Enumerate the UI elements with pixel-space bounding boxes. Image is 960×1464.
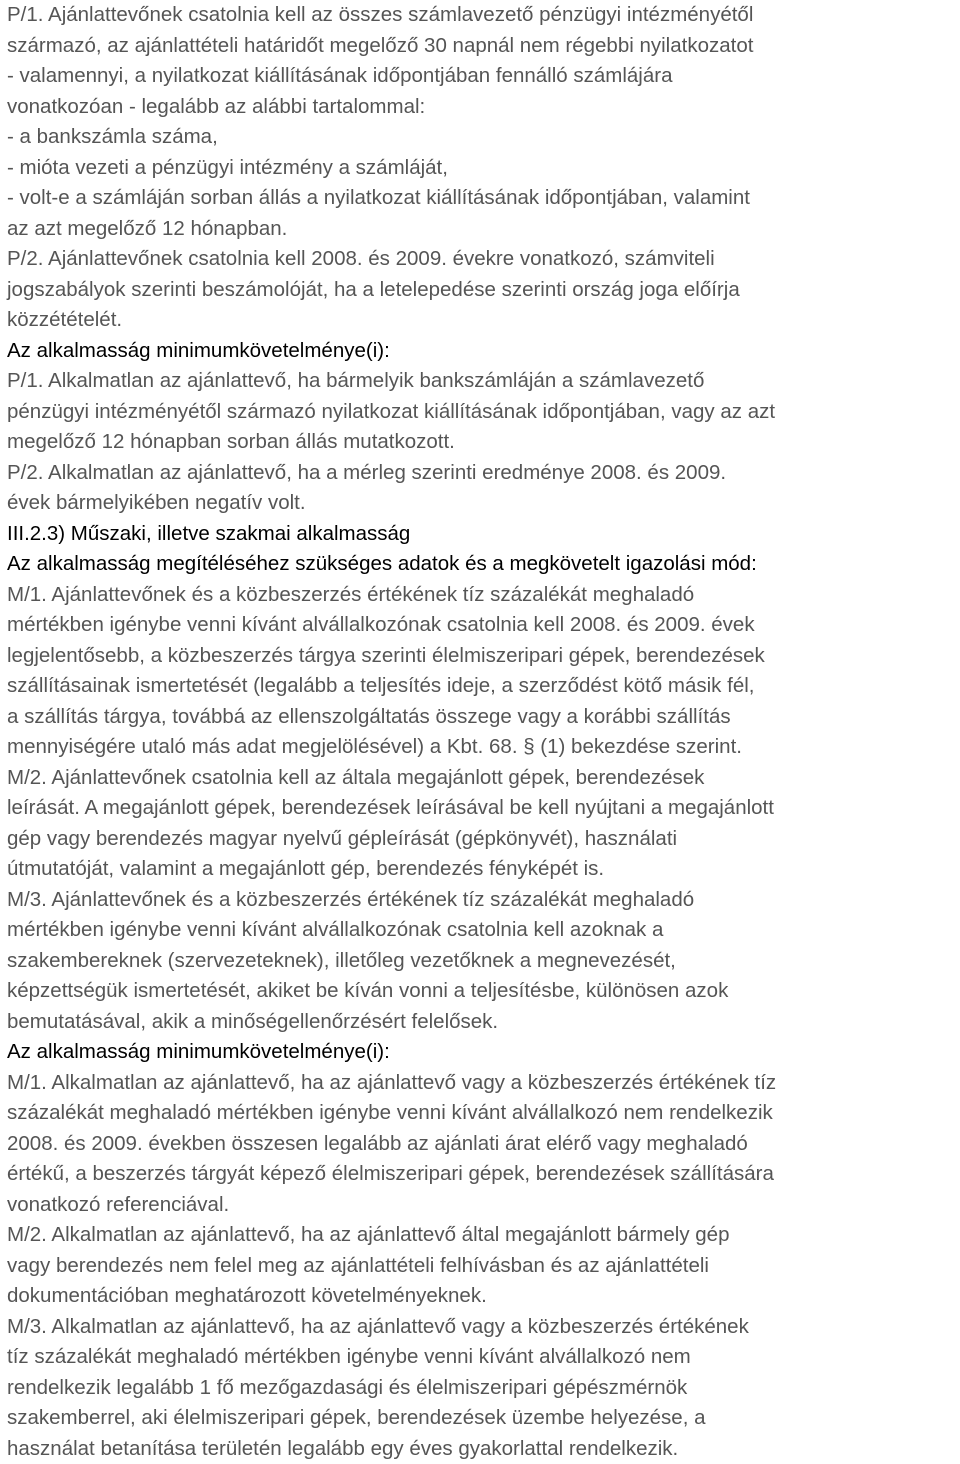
text-line: M/3. Alkalmatlan az ajánlattevő, ha az ajánlattevő vagy a közbeszerzés értékének [7,1314,749,1338]
text-line: szakemberrel, aki élelmiszeripari gépek, berendezések üzembe helyezése, a [7,1406,706,1429]
text-line: bemutatásával, akik a minőségellenőrzésért felelősek. [7,1009,499,1033]
text-line: jogszabályok szerinti beszámolóját, ha a letelepedése szerinti ország joga előírja [7,277,740,301]
text-line: legjelentősebb, a közbeszerzés tárgya szerinti élelmiszeripari gépek, berendezések [7,643,765,667]
text-line: használat betanítása területén legalább egy éves gyakorlattal rendelkezik. [7,1436,679,1460]
text-line: III.2.3) Műszaki, illetve szakmai alkalmasság [7,521,411,545]
text-line: az azt megelőző 12 hónapban. [7,216,288,240]
document-page [7,0,960,1464]
text-line: - a bankszámla száma, [7,125,218,148]
text-line: dokumentációban meghatározott követelményeknek. [7,1284,487,1307]
text-line: M/1. Ajánlattevőnek és a közbeszerzés értékének tíz százalékát meghaladó [7,582,695,606]
text-line: leírását. A megajánlott gépek, berendezések leírásával be kell nyújtani a megajánlott [7,796,774,819]
text-line: - volt-e a számláján sorban állás a nyilatkozat kiállításának időpontjában, valamint [7,186,750,209]
text-line: 2008. és 2009. években összesen legalább az ajánlati árat elérő vagy meghaladó [7,1131,748,1155]
text-line: P/2. Ajánlattevőnek csatolnia kell 2008. és 2009. évekre vonatkozó, számviteli [7,247,715,270]
text-line: megelőző 12 hónapban sorban állás mutatkozott. [7,430,455,453]
text-line: pénzügyi intézményétől származó nyilatkozat kiállításának időpontjában, vagy az azt [7,399,776,423]
text-line: - valamennyi, a nyilatkozat kiállításának időpontjában fennálló számlájára [7,64,673,87]
text-line: vagy berendezés nem felel meg az ajánlattételi felhívásban és az ajánlattételi [7,1253,709,1277]
text-line: vonatkozóan - legalább az alábbi tartalommal: [7,94,426,118]
text-line: rendelkezik legalább 1 fő mezőgazdasági és élelmiszeripari gépészmérnök [7,1375,688,1399]
text-line: útmutatóját, valamint a megajánlott gép, berendezés fényképét is. [7,857,605,880]
text-line: évek bármelyikében negatív volt. [7,491,306,514]
text-line: közzétételét. [7,308,123,331]
text-line: M/3. Ajánlattevőnek és a közbeszerzés értékének tíz százalékát meghaladó [7,887,695,911]
text-line: - mióta vezeti a pénzügyi intézmény a számláját, [7,155,448,179]
text-line: gép vagy berendezés magyar nyelvű gépleírását (gépkönyvét), használati [7,826,678,850]
text-line: mértékben igénybe venni kívánt alvállalkozónak csatolnia kell azoknak a [7,918,664,941]
text-line: M/1. Alkalmatlan az ajánlattevő, ha az ajánlattevő vagy a közbeszerzés értékének tíz [7,1070,777,1094]
text-line: Az alkalmasság minimumkövetelménye(i): [7,338,390,362]
text-line: M/2. Ajánlattevőnek csatolnia kell az általa megajánlott gépek, berendezések [7,765,705,789]
text-line: P/1. Alkalmatlan az ajánlattevő, ha bármelyik bankszámláján a számlavezető [7,369,705,392]
text-line: a szállítás tárgya, továbbá az ellenszolgáltatás összege vagy a korábbi szállítás [7,704,731,728]
text-line: százalékát meghaladó mértékben igénybe venni kívánt alvállalkozó nem rendelkezik [7,1101,773,1124]
text-line: szállításainak ismertetését (legalább a teljesítés ideje, a szerződést kötő másik fél, [7,674,755,697]
text-line: P/2. Alkalmatlan az ajánlattevő, ha a mérleg szerinti eredménye 2008. és 2009. [7,460,727,484]
text-line: P/1. Ajánlattevőnek csatolnia kell az összes számlavezető pénzügyi intézményétől [7,3,754,26]
text-line: értékű, a beszerzés tárgyát képező élelmiszeripari gépek, berendezések szállítására [7,1162,774,1185]
text-line: vonatkozó referenciával. [7,1192,230,1216]
text-line: tíz százalékát meghaladó mértékben igénybe venni kívánt alvállalkozó nem [7,1345,691,1368]
text-line: szakembereknek (szervezeteknek), illetőleg vezetőknek a megnevezését, [7,948,676,972]
text-line: Az alkalmasság minimumkövetelménye(i): [7,1040,390,1063]
text-line: M/2. Alkalmatlan az ajánlattevő, ha az ajánlattevő által megajánlott bármely gép [7,1223,730,1246]
text-line: mértékben igénybe venni kívánt alvállalkozónak csatolnia kell 2008. és 2009. évek [7,613,755,636]
text-line: Az alkalmasság megítéléséhez szükséges adatok és a megkövetelt igazolási mód: [7,552,757,575]
text-line: képzettségük ismertetését, akiket be kíván vonni a teljesítésbe, különösen azok [7,979,729,1002]
text-line: származó, az ajánlattételi határidőt megelőző 30 napnál nem régebbi nyilatkozatot [7,33,754,57]
text-line: mennyiségére utaló más adat megjelölésével) a Kbt. 68. § (1) bekezdése szerint. [7,735,742,758]
